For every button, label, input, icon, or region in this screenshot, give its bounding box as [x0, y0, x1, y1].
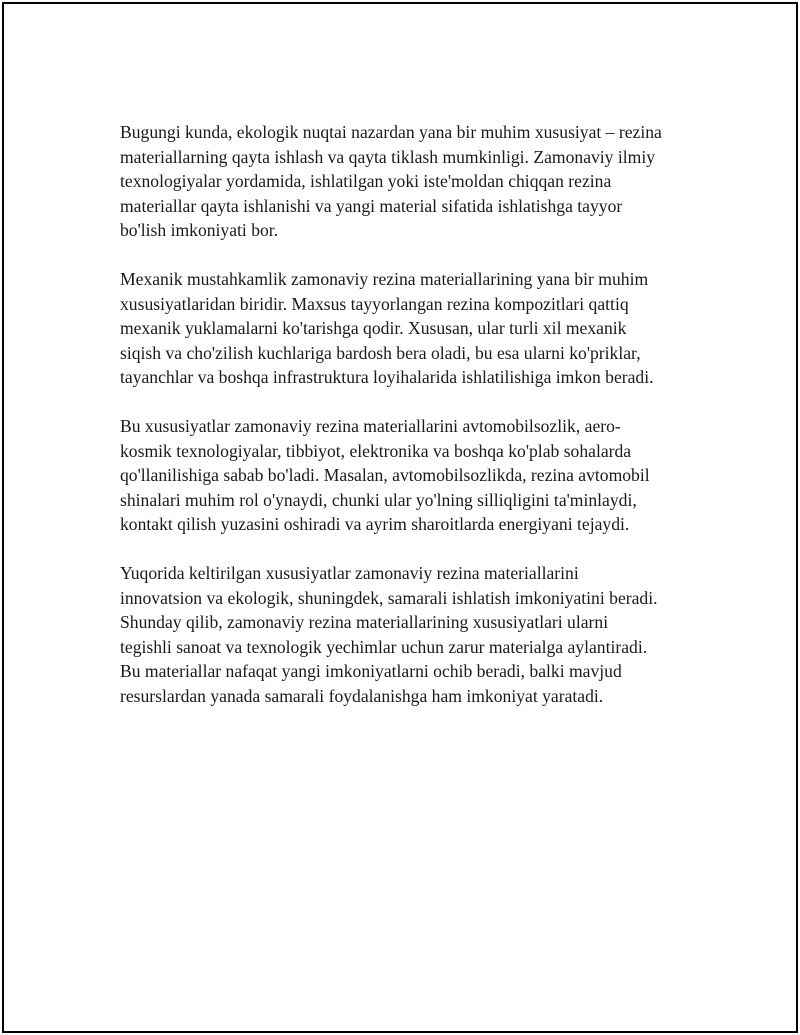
paragraph-conclusion — [120, 561, 700, 708]
text-line: innovatsion va ekologik, shuningdek, samarali ishlatish imkoniyatini beradi. — [120, 587, 658, 608]
text-line: mexanik yuklamalarni ko'tarishga qodir. Xususan, ular turli xil mexanik — [120, 318, 627, 338]
text-line: Shunday qilib, zamonaviy rezina materiallarining xususiyatlari ularni — [120, 612, 609, 632]
text-line: kosmik texnologiyalar, tibbiyot, elektronika va boshqa ko'plab sohalarda — [120, 440, 632, 461]
text-line: resurslardan yanada samarali foydalanishga ham imkoniyat yaratadi. — [120, 685, 604, 706]
text-line: xususiyatlaridan biridir. Maxsus tayyorlangan rezina kompozitlari qattiq — [120, 293, 629, 314]
document-body — [120, 120, 700, 733]
paragraph-applications — [120, 414, 700, 537]
text-line: Bugungi kunda, ekologik nuqtai nazardan yana bir muhim xususiyat – rezina — [120, 122, 662, 142]
text-line: materiallar qayta ishlanishi va yangi material sifatida ishlatishga tayyor — [120, 195, 623, 216]
text-line: qo'llanilishiga sabab bo'ladi. Masalan, avtomobilsozlikda, rezina avtomobil — [120, 465, 650, 485]
text-line: kontakt qilish yuzasini oshiradi va ayrim sharoitlarda energiyani tejaydi. — [120, 514, 630, 534]
text-line: texnologiyalar yordamida, ishlatilgan yoki iste'moldan chiqqan rezina — [120, 171, 612, 191]
text-line: siqish va cho'zilish kuchlariga bardosh bera oladi, bu esa ularni ko'priklar, — [120, 342, 641, 363]
paragraph-recycling — [120, 120, 700, 243]
document-page — [2, 2, 798, 1033]
text-line: Bu materiallar nafaqat yangi imkoniyatlarni ochib beradi, balki mavjud — [120, 661, 622, 681]
text-line: bo'lish imkoniyati bor. — [120, 220, 279, 240]
text-line: Yuqorida keltirilgan xususiyatlar zamonaviy rezina materiallarini — [120, 563, 579, 583]
text-line: materiallarning qayta ishlash va qayta tiklash mumkinligi. Zamonaviy ilmiy — [120, 146, 656, 167]
text-line: shinalari muhim rol o'ynaydi, chunki ular yo'lning silliqligini ta'minlaydi, — [120, 489, 637, 510]
text-line: tegishli sanoat va texnologik yechimlar uchun zarur materialga aylantiradi. — [120, 636, 648, 657]
text-line: Mexanik mustahkamlik zamonaviy rezina materiallarining yana bir muhim — [120, 269, 649, 289]
text-line: tayanchlar va boshqa infrastruktura loyihalarida ishlatilishiga imkon beradi. — [120, 367, 654, 387]
text-line: Bu xususiyatlar zamonaviy rezina materiallarini avtomobilsozlik, aero- — [120, 416, 621, 436]
paragraph-mechanical-strength — [120, 267, 700, 390]
